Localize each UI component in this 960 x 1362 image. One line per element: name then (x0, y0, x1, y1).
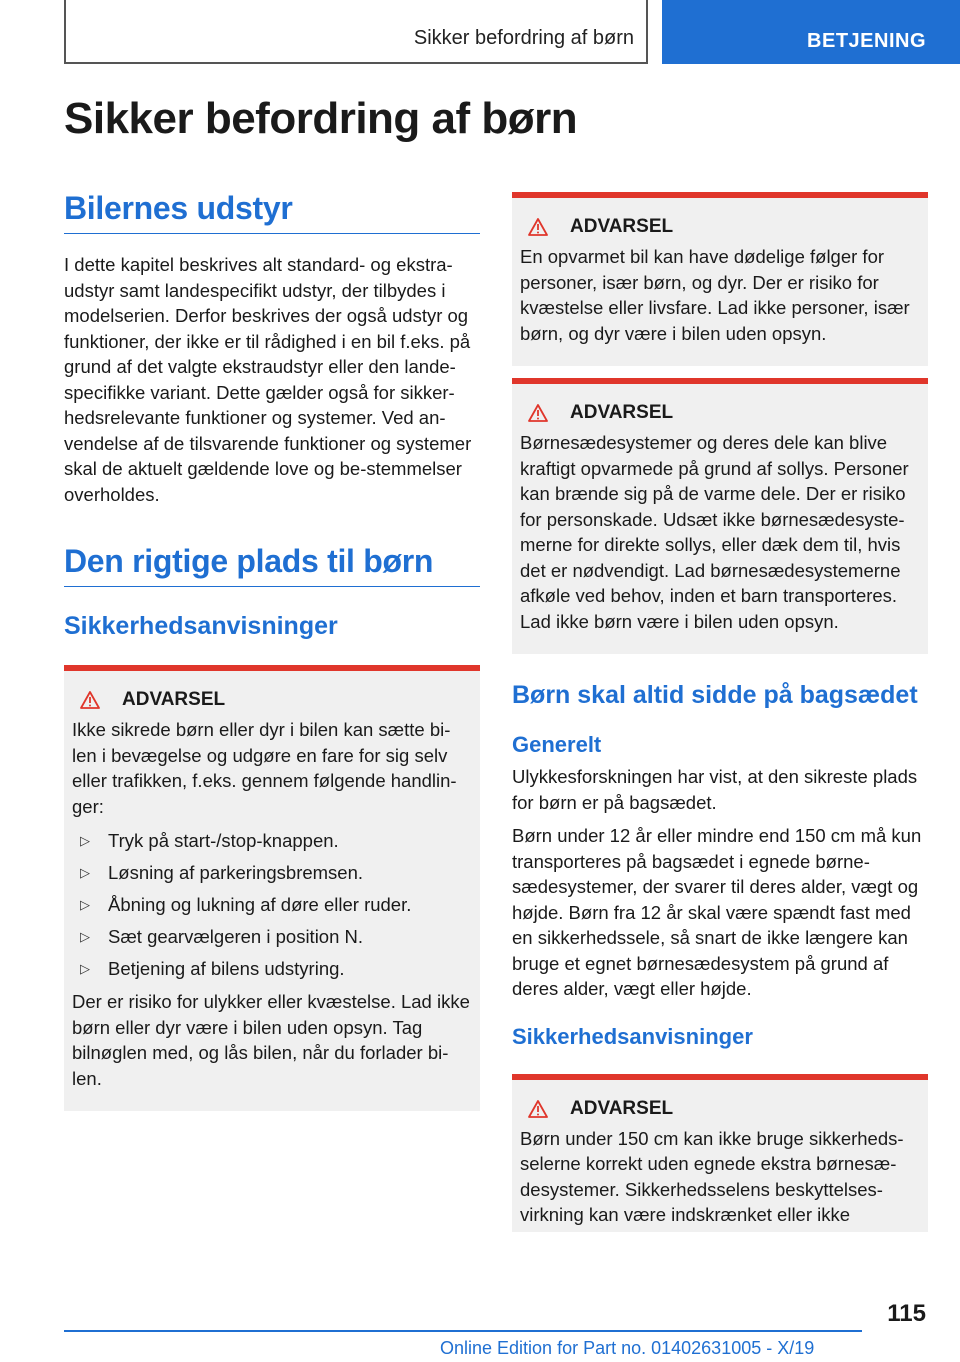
warning-title (520, 216, 920, 238)
warning-box (512, 378, 928, 654)
page-title: Sikker befordring af børn (64, 94, 578, 143)
left-column (64, 190, 480, 1111)
heading-safety-instructions: Sikkerhedsanvisninger (64, 612, 338, 640)
general-paragraph-2: Børn under 12 år eller mindre end 150 cm må kun transporteres på bagsædet i egnede børne-sædesystemer, der svarer til deres alder, vægt og højde. Børn fra 12 år skal være spændt fast med en sikkerhedssele, så snart de ikke længere kan bruge et egnet børnesædesystem på grund af deres alder, vægt eller højde. (512, 825, 922, 999)
warning-triangle-icon (80, 691, 100, 709)
general-paragraph-1: Ulykkesforskningen har vist, at den sikreste plads for børn er på bagsædet. (512, 766, 918, 813)
heading-backseat: Børn skal altid sidde på bagsædet (512, 681, 918, 709)
list-item: ▷ Sæt gearvælgeren i position N. (72, 921, 472, 953)
warning-text: Børn under 150 cm kan ikke bruge sikkerheds-selerne korrekt uden egnede ekstra børnesæ-desystemer. Sikkerhedsselens beskyttelses-virkning kan være indskrænket eller ikke (520, 1127, 904, 1225)
list-item: ▷ Betjening af bilens udstyring. (72, 953, 472, 985)
heading-safety-instructions: Sikkerhedsanvisninger (512, 1023, 753, 1049)
bullet-triangle-icon: ▷ (80, 961, 90, 976)
header-section-box (64, 0, 648, 64)
warning-triangle-icon (528, 1100, 548, 1118)
warning-text: Børnesædesystemer og deres dele kan blive kraftigt opvarmede på grund af sollys. Personer kan brænde sig på de varme dele. Der er risiko for personskade. Udsæt ikke børnesædesyste-merne for direkte sollys, eller dæk dem til, hvis det er nødvendigt. Lad børnesædesystemerne afkøle ved behov, inden et barn transporteres. Lad ikke børn være i bilen uden opsyn. (520, 432, 909, 632)
equipment-paragraph: I dette kapitel beskrives alt standard- og ekstra-udstyr samt landespecifikt udstyr, der tilbydes i modelserien. Derfor beskrives der også udstyr og funktioner, der ikke er til rådighed i en bil f.eks. på grund af det valgte ekstraudstyr eller den lande-specifikke variant. Dette gælder også for sikker-hedsrelevante funktioner og systemer. Ved an-vendelse af de tilsvarende funktioner og systemer skal de aktuelt gældende love og be-stemmelser overholdes. (64, 254, 472, 505)
warning-box (512, 192, 928, 366)
bullet-triangle-icon: ▷ (80, 929, 90, 944)
right-column (512, 192, 928, 1232)
bullet-triangle-icon: ▷ (80, 897, 90, 912)
warning-bullet-list (72, 825, 472, 985)
warning-title (520, 1098, 920, 1120)
warning-triangle-icon (528, 218, 548, 236)
warning-title (72, 689, 472, 711)
heading-right-place: Den rigtige plads til børn (64, 543, 480, 587)
warning-label: ADVARSEL (570, 402, 674, 423)
page-number: 115 (887, 1300, 926, 1327)
warning-intro: Ikke sikrede børn eller dyr i bilen kan sætte bi-len i bevægelse og udgøre en fare for sig selv eller trafikken, f.eks. gennem følgende handlin-ger: (72, 719, 457, 817)
list-item: ▷ Åbning og lukning af døre eller ruder. (72, 889, 472, 921)
bullet-triangle-icon: ▷ (80, 865, 90, 880)
footer-edition: Online Edition for Part no. 01402631005 - X/19 (440, 1338, 815, 1358)
warning-label: ADVARSEL (570, 1097, 674, 1119)
warning-label: ADVARSEL (122, 689, 226, 710)
chapter-tab[interactable]: BETJENING (662, 0, 960, 64)
warning-label: ADVARSEL (570, 216, 674, 237)
list-item: ▷ Tryk på start-/stop-knappen. (72, 825, 472, 857)
warning-box (64, 665, 480, 1111)
warning-text: En opvarmet bil kan have dødelige følger for personer, især børn, og dyr. Der er risiko for kvæstelse eller livsfare. Lad ikke personer, især børn, og dyr være i bilen uden opsyn. (520, 246, 910, 344)
warning-triangle-icon (528, 404, 548, 422)
heading-general: Generelt (512, 732, 602, 757)
heading-equipment: Bilernes udstyr (64, 190, 480, 234)
warning-box (512, 1074, 928, 1232)
warning-outro: Der er risiko for ulykker eller kvæstelse. Lad ikke børn eller dyr være i bilen uden opsyn. Tag bilnøglen med, og lås bilen, når du forlader bi-len. (72, 991, 470, 1089)
bullet-triangle-icon: ▷ (80, 833, 90, 848)
warning-title (520, 402, 920, 424)
footer-divider (64, 1330, 862, 1332)
list-item: ▷ Løsning af parkeringsbremsen. (72, 857, 472, 889)
header-section-title: Sikker befordring af børn (413, 27, 634, 49)
